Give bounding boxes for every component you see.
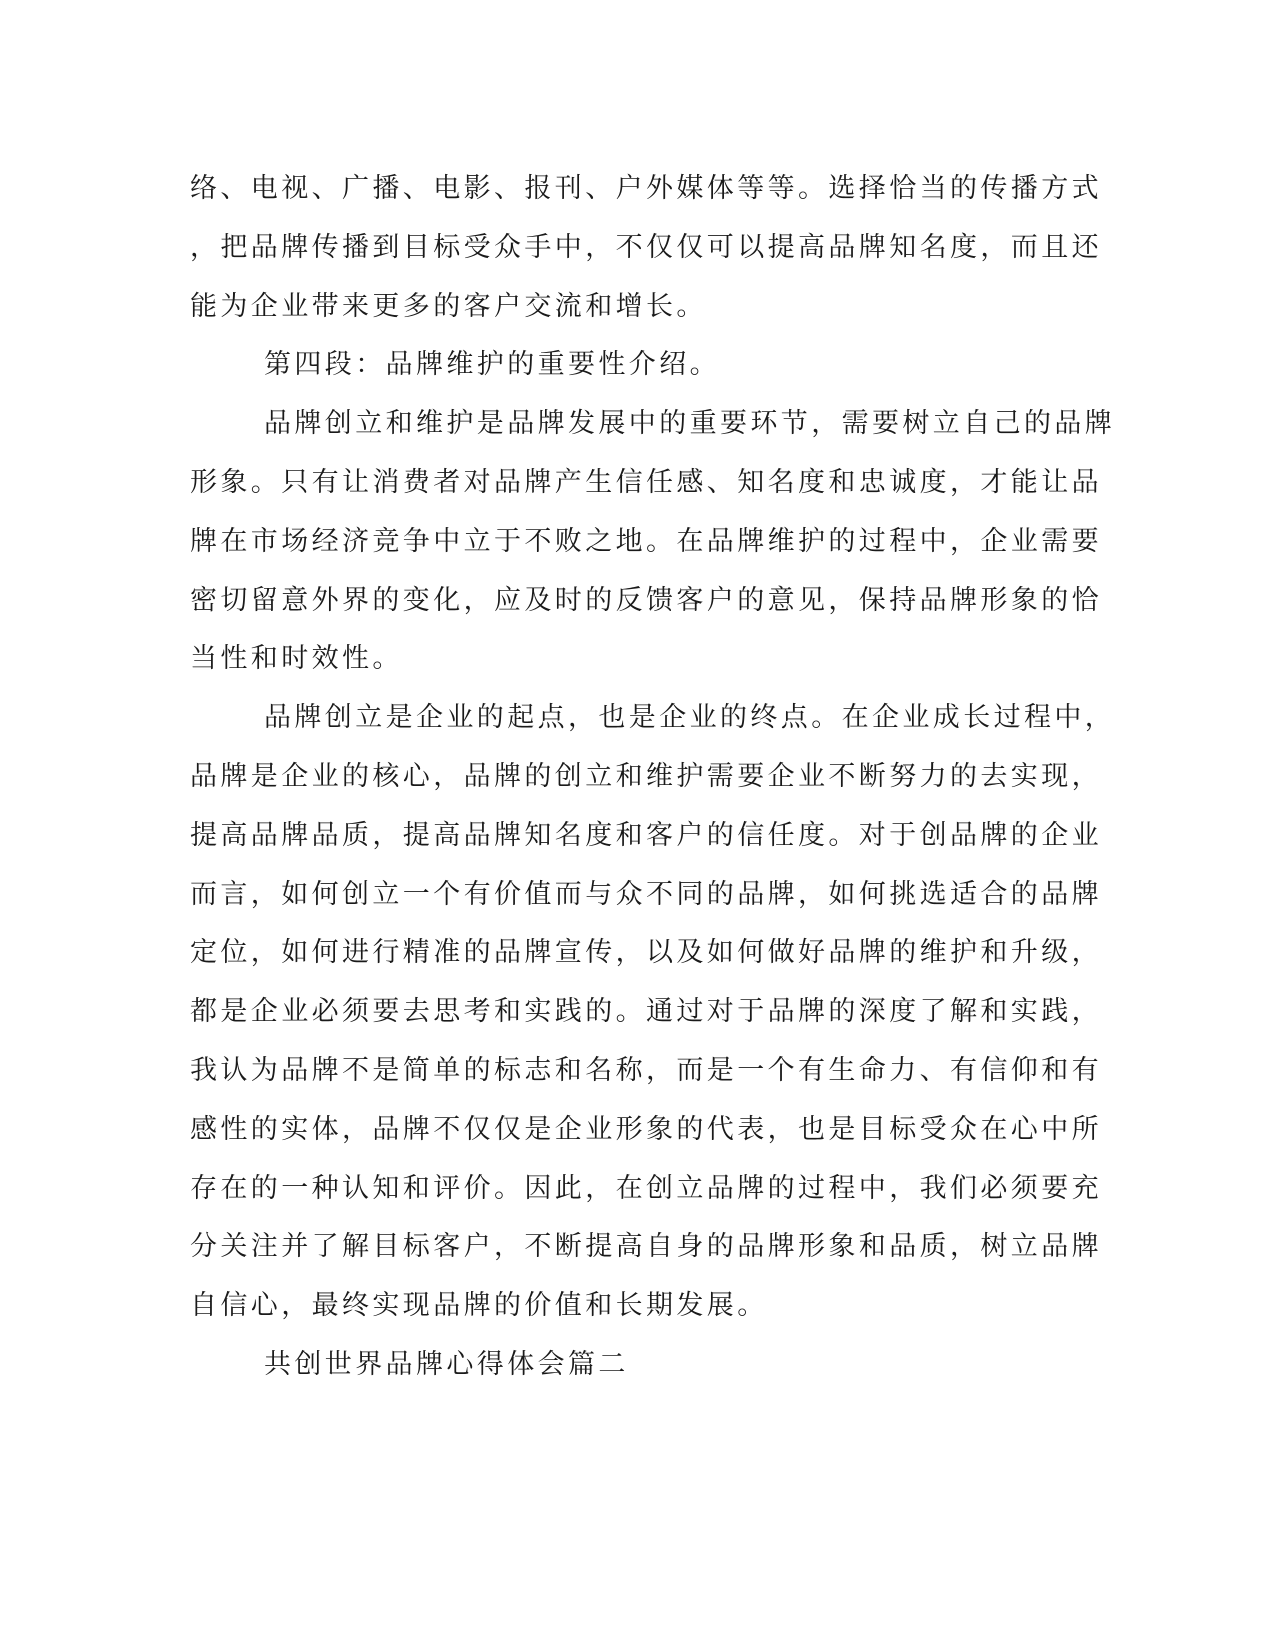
section-title: 共创世界品牌心得体会篇二 — [264, 1348, 629, 1380]
paragraph-line: 提高品牌品质，提高品牌知名度和客户的信任度。对于创品牌的企业 — [190, 819, 1102, 851]
paragraph-line: 感性的实体，品牌不仅仅是企业形象的代表，也是目标受众在心中所 — [190, 1113, 1102, 1145]
paragraph-first-line: 品牌创立和维护是品牌发展中的重要环节，需要树立自己的品牌 — [264, 408, 1116, 440]
paragraph-first-line: 品牌创立是企业的起点，也是企业的终点。在企业成长过程中， — [264, 702, 1116, 734]
paragraph-continuation-line: ，把品牌传播到目标受众手中，不仅仅可以提高品牌知名度，而且还 — [190, 231, 1102, 263]
paragraph-line: 而言，如何创立一个有价值而与众不同的品牌，如何挑选适合的品牌 — [190, 878, 1102, 910]
paragraph-line: 当性和时效性。 — [190, 643, 403, 675]
paragraph-line: 定位，如何进行精准的品牌宣传，以及如何做好品牌的维护和升级， — [190, 937, 1102, 969]
section-heading: 第四段：品牌维护的重要性介绍。 — [264, 349, 720, 381]
paragraph-line: 我认为品牌不是简单的标志和名称，而是一个有生命力、有信仰和有 — [190, 1054, 1102, 1086]
paragraph-line: 牌在市场经济竞争中立于不败之地。在品牌维护的过程中，企业需要 — [190, 525, 1102, 557]
paragraph-line: 存在的一种认知和评价。因此，在创立品牌的过程中，我们必须要充 — [190, 1172, 1102, 1204]
document-body — [190, 160, 1116, 1395]
paragraph-line: 都是企业必须要去思考和实践的。通过对于品牌的深度了解和实践， — [190, 996, 1102, 1028]
paragraph-line: 自信心，最终实现品牌的价值和长期发展。 — [190, 1290, 768, 1322]
paragraph-continuation-line: 络、电视、广播、电影、报刊、户外媒体等等。选择恰当的传播方式 — [190, 173, 1102, 204]
paragraph-line: 品牌是企业的核心，品牌的创立和维护需要企业不断努力的去实现， — [190, 760, 1102, 792]
paragraph-line: 分关注并了解目标客户，不断提高自身的品牌形象和品质，树立品牌 — [190, 1231, 1102, 1263]
paragraph-continuation-line: 能为企业带来更多的客户交流和增长。 — [190, 290, 707, 322]
paragraph-line: 密切留意外界的变化，应及时的反馈客户的意见，保持品牌形象的恰 — [190, 584, 1102, 616]
paragraph-line: 形象。只有让消费者对品牌产生信任感、知名度和忠诚度，才能让品 — [190, 466, 1102, 498]
